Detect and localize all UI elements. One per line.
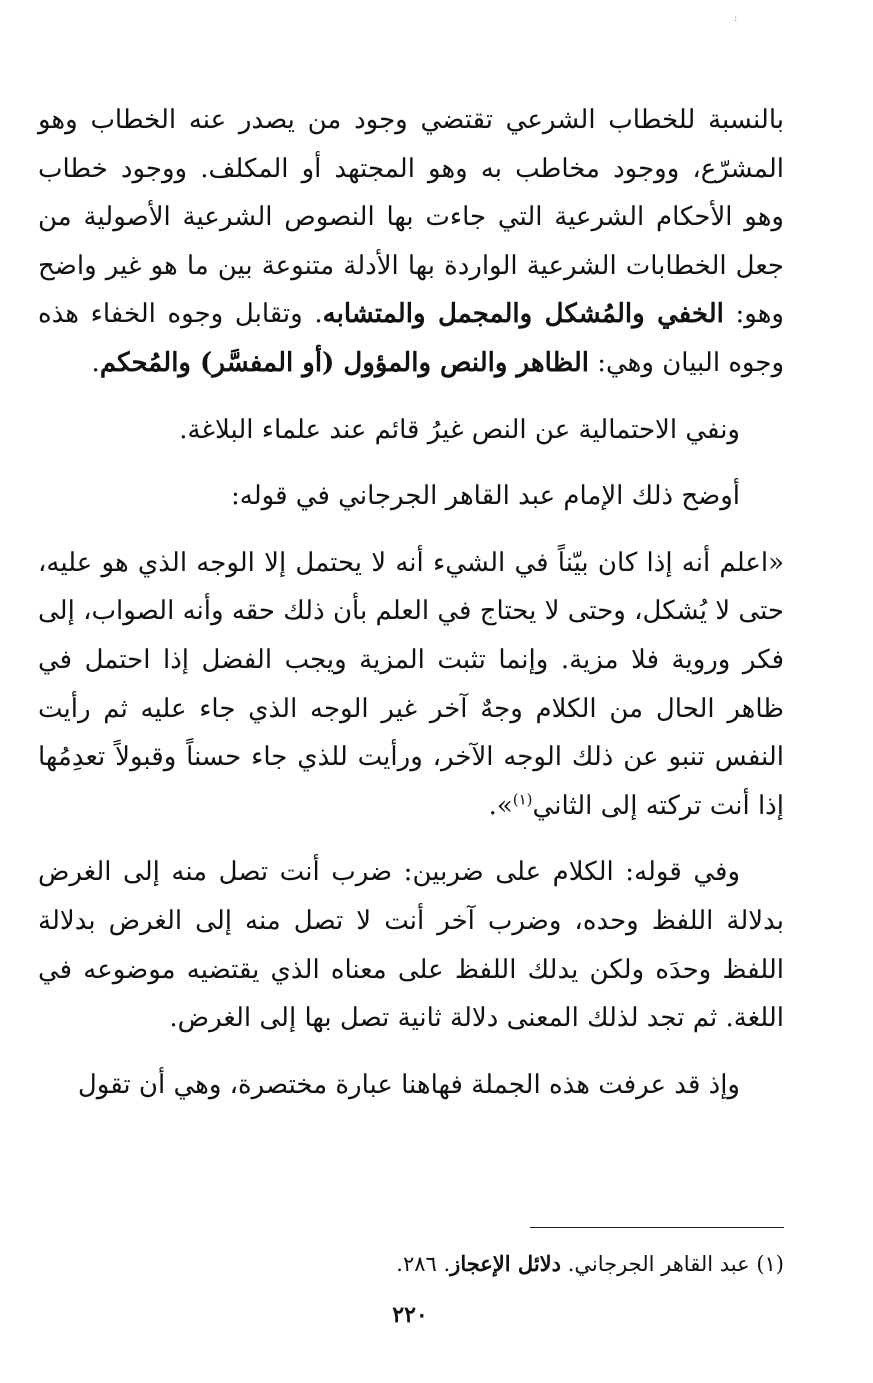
paragraph-3: أوضح ذلك الإمام عبد القاهر الجرجاني في قوله: [231,481,740,512]
page-number: ٢٢٠ [392,1302,428,1328]
paragraph-1-bold-b: الظاهر والنص والمؤول (أو المفسَّر) والمُحكم [99,347,589,378]
paragraph-1-text-a: بالنسبة للخطاب الشرعي تقتضي وجود من يصدر عنه الخطاب وهو المشرّع، ووجود مخاطب به وهو المجتهد أو المكلف. ووجود خطاب وهو الأحكام الشرعية التي جاءت بها النصوص الشرعية الأصولية من جعل الخطابات الشرعية الواردة بها الأدلة متنوعة بين ما هو غير واضح وهو: [38,105,784,330]
footnote [38,1246,784,1282]
paragraph-5: وإذ قد عرفت هذه الجملة فهاهنا عبارة مختصرة، وهي أن تقول [77,1069,740,1100]
footnote-page: . ٢٨٦. [396,1252,451,1276]
page-body [38,96,784,1109]
paragraph-1-text-c: . [91,347,100,378]
footnote-author: عبد القاهر الجرجاني. [567,1252,750,1276]
quote-text: «اعلم أنه إذا كان بيّناً في الشيء أنه لا يحتمل إلا الوجه الذي هو عليه، حتى لا يُشكل، وحتى لا يحتاج في العلم بأن ذلك حقه وأنه الصواب، إلى فكر وروية فلا مزية. وإنما تثبت المزية ويجب الفضل إذا احتمل في ظاهر الحال من الكلام وجهٌ آخر غير الوجه الذي جاء عليه ثم رأيت النفس تنبو عن ذلك الوجه الآخر، ورأيت للذي جاء حسناً وقبولاً تعدِمُها إذا أنت تركته إلى الثاني [38,547,784,821]
footnote-ref: (١) [512,790,533,809]
paragraph-4: وفي قوله: الكلام على ضربين: ضرب أنت تصل منه إلى الغرض بدلالة اللفظ وحده، وضرب آخر أنت لا تصل منه إلى الغرض بدلالة اللفظ وحدَه ولكن يدلك اللفظ على معناه الذي يقتضيه موضوعه في اللغة. ثم تجد لذلك المعنى دلالة ثانية تصل بها إلى الغرض. [38,857,784,1034]
quote-block [38,539,784,831]
paragraph-1-bold-a: الخفي والمُشكل والمجمل والمتشابه [322,299,724,330]
footnote-divider [530,1227,784,1228]
paragraph-2: ونفي الاحتمالية عن النص غيرُ قائم عند علماء البلاغة. [179,414,740,445]
paragraph-1-text-b: . وتقابل وجوه الخفاء هذه وجوه البيان وهي: [38,299,784,378]
footnote-number: (١) [756,1252,784,1276]
paragraph-1 [38,96,784,388]
footnote-title: دلائل الإعجاز [450,1251,561,1276]
quote-end: ». [488,790,513,821]
scan-mark: : [734,13,738,24]
